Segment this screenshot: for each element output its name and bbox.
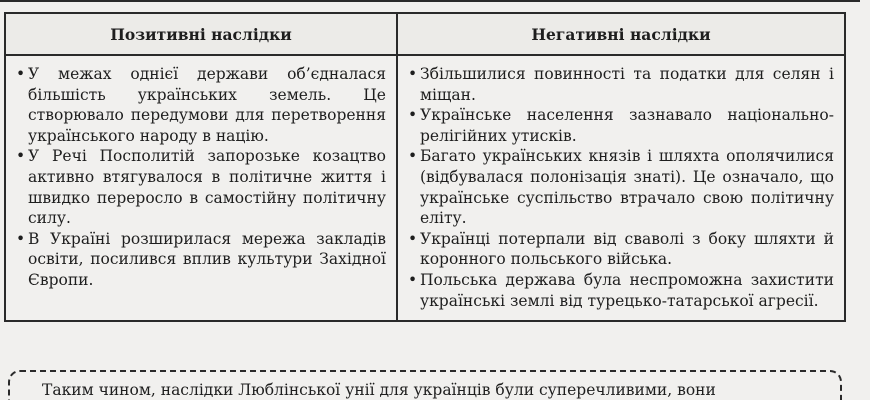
conclusion-box [8, 370, 842, 400]
negative-list-item [408, 229, 834, 270]
bullet-icon: • [408, 65, 418, 83]
positive-list [16, 64, 386, 291]
list-item-text: У межах однієї держави об’єдналася більшість українських земель. Це створювало передумови для перетворення українського народу в націю. [28, 65, 386, 145]
list-item-text: В Україні розширилася мережа закладів освіти, посилився вплив культури Західної Європи. [28, 229, 386, 289]
negative-list [408, 64, 834, 311]
table-header-row [5, 13, 845, 55]
list-item-text: Українці потерпали від сваволі з боку шляхти й коронного польського війська. [420, 229, 834, 269]
negative-list-item [408, 146, 834, 228]
list-item-text: У Речі Посполитій запорозьке козацтво активно втягувалося в політичне життя і швидко переросло в самостійну політичну силу. [28, 147, 386, 228]
list-item-text: Багато українських князів і шляхта ополячилися (відбувалася полонізація знаті). Це означало, що українське суспільство втрачало свою політичну еліту. [420, 147, 834, 228]
list-item-text: Українське населення зазнавало національно-релігійних утисків. [420, 106, 834, 145]
bullet-icon: • [408, 147, 418, 166]
positive-list-item [16, 146, 386, 228]
negative-list-item [408, 270, 834, 311]
top-rule [0, 0, 860, 2]
bullet-icon: • [408, 229, 418, 248]
table-row [5, 55, 845, 321]
bullet-icon: • [16, 229, 26, 248]
positive-list-item [16, 229, 386, 291]
conclusion-text: Таким чином, наслідки Люблінської унії для українців були суперечливими, вони [42, 381, 716, 399]
positive-list-item [16, 64, 386, 146]
list-item-text: Збільшилися повинності та податки для селян і міщан. [420, 65, 834, 104]
negative-cell [397, 55, 845, 321]
negative-header: Негативні наслідки [397, 13, 845, 55]
bullet-icon: • [408, 270, 418, 289]
list-item-text: Польська держава була неспроможна захистити українські землі від турецько-татарської агресії. [420, 270, 834, 310]
bullet-icon: • [16, 65, 26, 83]
negative-list-item [408, 105, 834, 146]
positive-cell [5, 55, 397, 321]
positive-header: Позитивні наслідки [5, 13, 397, 55]
bullet-icon: • [408, 106, 418, 125]
negative-list-item [408, 64, 834, 105]
bullet-icon: • [16, 147, 26, 166]
consequences-table [4, 12, 846, 322]
